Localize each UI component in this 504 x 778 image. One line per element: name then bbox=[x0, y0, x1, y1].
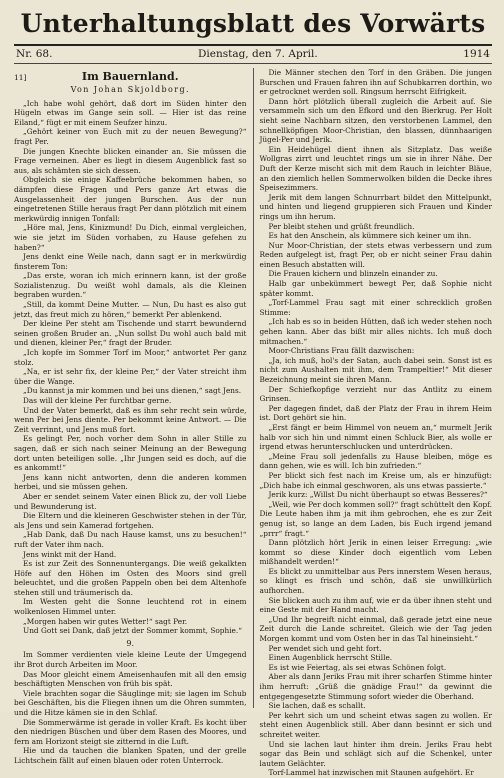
paragraph: Und Gott sei Dank, daß jetzt der Sommer kommt, Sophie.“ bbox=[23, 626, 242, 636]
paragraph: Dann plötzlich hört Jerik in einen leiser Erregung: „wie kommt so diese Kinder doch eigentlich vom Leben mißhandelt werden!“ bbox=[259, 538, 492, 567]
issue-date: Dienstag, den 7. April. bbox=[197, 48, 318, 60]
paragraph: Per wendet sich und geht fort. bbox=[268, 643, 382, 653]
paragraph: Per blickt sich fest nach im Kreise um, als er hinzufügt: „Dich habe ich einmal geschworen, als uns etwas passierte.“ bbox=[259, 470, 492, 490]
paragraph: Torf-Lammel hat inzwischen mit Staunen aufgehört. Er bbox=[268, 768, 474, 778]
paragraph: „Ich habe wohl gehört, daß dort im Süden hinter den Hügeln etwas im Gange sein soll. — Hier ist das reine Eiland,“ fügt er mit einem Seufzer hinzu. bbox=[14, 98, 247, 127]
paragraph: Nur Moor-Christian, der stets etwas verbessern und zum Reden aufgelegt ist, fragt Per, ob er nicht seiner Frau dahin einen Besuch abstatten will. bbox=[259, 240, 492, 269]
paragraph: „Ich hab es so in beiden Hütten, daß ich weder stehen noch gehen kann. Aber das bißt mir alles nichts. Ich muß doch mitmachen.“ bbox=[259, 317, 492, 346]
paragraph: Viele brachten sogar die Säuglinge mit; sie lagen im Schub bei Geschäften, bis die Fliegen ihnen um die Ohren summten, und die Hitze kämen sie in den Schlaf. bbox=[14, 688, 247, 717]
left-column bbox=[14, 68, 247, 765]
paragraph: Aber als dann Jeriks Frau mit ihrer scharfen Stimme hinter ihm herruft: „Grüß die gnädige Frau!“ da gewinnt die entgegengesetzte Stimmung sofort wieder die Oberhand. bbox=[259, 672, 492, 701]
paragraph: „Ja, ich muß, hol's der Satan, auch dabei sein. Sonst ist es nicht zum Aushalten mit ihm, dem Trampeltier!“ Mit dieser Bezeichnung meint sie ihren Mann. bbox=[259, 355, 492, 384]
paragraph: „Erst fängt er beim Himmel von neuem an,“ murmelt Jerik halb vor sich hin und nimmt einen Schluck Bier, als wolle er irgend etwas herunterschlucken und unterdrücken. bbox=[259, 422, 492, 452]
paragraph: Und der Vater bemerkt, daß es ihm sehr recht sein würde, wenn Per bei Jens diente. Per bekommt keine Antwort. — Die Zeit verrinnt, und Jens muß fort. bbox=[14, 405, 247, 434]
paragraph: Sie lachen, daß es schallt. bbox=[268, 701, 366, 711]
paragraph: Das will der kleine Per furchtbar gerne. bbox=[23, 396, 172, 405]
paragraph: Jerik mit dem langen Schnurrbart bildet den Mittelpunkt, und hinten und liegend gruppieren sich Frauen und Kinder rings um ihn herum. bbox=[259, 192, 492, 221]
paragraph: Der kleine Per steht am Tischende und starrt bewundernd seinen großen Bruder an. „Nun sollst Du wohl auch bald mit und dienen, kleiner Per,“ fragt der Bruder. bbox=[14, 319, 247, 348]
paragraph: Und sie lachen laut hinter ihm drein. Jeriks Frau hebt sogar das Bein und schlägt sich auf die Schenkel, unter lautem Gelächter. bbox=[259, 739, 492, 768]
paragraph: Dann hört plötzlich überall zugleich die Arbeit auf. Sie versammeln sich um den Efkord und den Bierkrug. Per Holt sieht seine Nachbarn sitzen, den verstorbenen Lammel, den schnellköpfigen Moor-Christian, den blassen, dünnhaarigen Jügel-Per und Jerik. bbox=[259, 96, 492, 145]
paragraph: Jerik kurz: „Willst Du nicht überhaupt so etwas Besseres?“ bbox=[268, 490, 488, 500]
paragraph: Hie und da tauchen die blanken Spaten, und der grelle Lichtschein fällt auf einen blauen oder roten Unterrock. bbox=[14, 746, 247, 765]
paragraph: Sie blicken auch zu ihm auf, wie er da über ihnen steht und eine Geste mit der Hand macht. bbox=[259, 595, 492, 615]
paragraph: Die Männer stechen den Torf in den Gräben. Die jungen Burschen und Frauen fahren ihn auf Schubkarren dorthin, wo er getrocknet werden soll. Ringsum herrscht Eifrigkeit. bbox=[259, 68, 492, 97]
paragraph: Der Schiefkopfige verzieht nur das Antlitz zu einem Grinsen. bbox=[259, 384, 492, 404]
right-column-body bbox=[259, 68, 492, 778]
paragraph: „Ich kopfe im Sommer Torf im Moor,“ antwortet Per ganz stolz. bbox=[14, 348, 247, 367]
paragraph: Obgleich sie einige Kaffeebrüche bekommen haben, so dämpfen diese Fragen und Pers ganze Art etwas die Ausgelassenheit der jungen Burschen. Aus der nun eingetretenen Stille heraus fragt Per dann plötzlich mit einem merkwürdig innigen Tonfall: bbox=[14, 175, 247, 223]
paragraph: „Gehört keiner von Euch mit zu der neuen Bewegung?“ fragt Per. bbox=[14, 127, 247, 146]
paragraph: „Das erste, woran ich mich erinnern kann, ist der große Sozialistenzug. Du weißt wohl damals, als die Kleinen begraben wurden.“ bbox=[14, 271, 247, 300]
paragraph: „Na, er ist sehr fix, der kleine Per,“ der Vater streicht ihm über die Wange. bbox=[14, 367, 247, 386]
paragraph: Per dagegen findet, daß der Platz der Frau in ihrem Heim ist. Dort gehört sie hin. bbox=[259, 403, 492, 423]
left-column-body bbox=[14, 99, 247, 766]
paragraph: Im Sommer verdienten viele kleine Leute der Umgegend ihr Brot durch Arbeiten im Moor. bbox=[14, 650, 247, 670]
paragraph: „Morgen haben wir gutes Wetter!“ sagt Per. bbox=[23, 616, 188, 626]
paragraph: Per bleibt stehen und grüßt freundlich. bbox=[268, 221, 415, 231]
story-heading bbox=[14, 70, 247, 84]
paragraph: Jens winkt mit der Hand. bbox=[23, 549, 117, 559]
text-columns bbox=[14, 68, 492, 778]
paragraph: Das Moor gleicht einem Ameisenhaufen mit all den emsig beschäftigten Menschen von früh bis spät. bbox=[14, 669, 247, 689]
paragraph: „Meine Frau soll jedenfalls zu Hause bleiben, möge es dann gehen, wie es will. Ich bin zufrieden.“ bbox=[259, 451, 492, 471]
dateline bbox=[14, 46, 492, 62]
section-number: 9. bbox=[126, 638, 135, 648]
paragraph: „Hab Dank, daß Du nach Hause kamst, uns zu besuchen!“ ruft der Vater ihm nach. bbox=[14, 530, 247, 549]
paragraph: Per kehrt sich um und scheint etwas sagen zu wollen. Er steht einen Augenblick still. Aber dann besinnt er sich und schreitet weiter. bbox=[259, 710, 492, 739]
paragraph: „Still, da kommt Deine Mutter. — Nun, Du hast es also gut jetzt, das freut mich zu hören,“ bemerkt Per ablenkend. bbox=[14, 300, 247, 319]
paragraph: Im Westen geht die Sonne leuchtend rot in einem wolkenlosen Himmel unter. bbox=[14, 597, 247, 617]
issue-number: Nr. 68. bbox=[16, 48, 53, 60]
paragraph: „Weil, wie Per doch kommen soll?“ fragt schüttelt den Kopf. Die Leute haben ihm ja mit ihm gebrochen, ehe es zur Zeit genug ist, so lange an dem Laden, bis Euch irgend jemand „prrr“ fragt.“ bbox=[259, 499, 492, 538]
paragraph: Jens denkt eine Weile nach, dann sagt er in merkwürdig finsterem Ton: bbox=[14, 252, 247, 271]
paragraph: Ein Heidehügel dient ihnen als Sitzplatz. Das weiße Wollgras zirrt und leuchtet rings um sie in ihrer Nähe. Der Duft der Kerze mischt sich mit dem Rauch in leichter Bläue, an den ziemlich hellen Sommerwolken bilden die Decke ihres Speisezimmers. bbox=[259, 144, 492, 193]
paragraph: Halb gar unbekümmert bewegt Per, daß Sophie nicht später kommt. bbox=[259, 279, 492, 298]
paragraph: „Torf-Lammel Frau sagt mit einer schrecklich großen Stimme: bbox=[259, 298, 492, 317]
right-column bbox=[259, 68, 492, 778]
masthead-title: Unterhaltungsblatt des Vorwärts bbox=[20, 9, 486, 38]
paragraph: Es ist zur Zeit des Sonnenuntergangs. Die weiß gekalkten Höfe auf den Höhen im Osten des Moors sind grell beleuchtet, und die großen Pappeln oben bei dem Altenhofe stehen still und träumerisch da. bbox=[14, 559, 247, 597]
paragraph: Die Frauen kichern und blinzeln einander zu. bbox=[268, 269, 438, 279]
paragraph: Einen Augenblick herrscht Stille. bbox=[268, 653, 393, 663]
column-divider bbox=[253, 68, 254, 708]
paragraph: Es gelingt Per, noch vorher dem Sohn in aller Stille zu sagen, daß er sich nach seiner Meinung an der Bewegung dort unten beteiligen solle. „Ihr Jungen seid es doch, auf die es ankommt!“ bbox=[14, 434, 247, 473]
paragraph: Die Eltern und die kleineren Geschwister stehen in der Tür, als Jens und sein Kamerad fortgehen. bbox=[14, 511, 247, 530]
paragraph: „Du kannst ja mir kommen und bei uns dienen,“ sagt Jens. bbox=[23, 386, 242, 396]
story-title: Im Bauernland. bbox=[81, 70, 179, 83]
paragraph: Moor-Christians Frau fällt dazwischen: bbox=[268, 346, 415, 356]
paragraph: „Höre mal, Jens, Kinizmund! Du Dich, einmal vergleichen, wie sie jetzt im Süden vorhaben, zu Hause gefehen zu haben?“ bbox=[14, 223, 247, 252]
paragraph: Es blickt zu unmittelbar aus Pers innerstem Wesen heraus, so klingt es frisch und schön, daß sie unwillkürlich aufhorchen. bbox=[259, 566, 492, 596]
paragraph: Jens kann nicht antworten, denn die anderen kommen herbei, und sie müssen gehen. bbox=[14, 472, 247, 492]
paragraph: Die jungen Knechte blicken einander an. Sie müssen die Frage verneinen. Aber es liegt in diesem Augenblick fast so aus, als schämten sie sich dessen. bbox=[14, 146, 247, 175]
paragraph: Es ist wie Feiertag, als sei etwas Schönen folgt. bbox=[268, 662, 447, 672]
installment-number: 11] bbox=[14, 73, 27, 82]
story-author: Von Johan Skjoldborg. bbox=[70, 85, 190, 94]
paragraph: Es hat den Anschein, als kümmere sich keiner um ihn. bbox=[268, 231, 472, 241]
issue-year: 1914 bbox=[463, 48, 490, 60]
dateline-rule bbox=[14, 63, 492, 64]
paragraph: Die Sommerwärme ist gerade in voller Kraft. Es kocht über den niedrigen Büschen und über dem Rasen des Moores, und fern am Horizont steigt sie zitternd in die Luft. bbox=[14, 717, 247, 746]
paragraph: „Und Ihr begreift nicht einmal, daß gerade jetzt eine neue Zeit durch die Lande schreitet. Gleich wie der Tag jeden Morgen kommt und vom Osten her in das Tal hineinsieht.“ bbox=[259, 614, 492, 644]
paragraph: Aber er sendet seinem Vater einen Blick zu, der voll Liebe und Bewunderung ist. bbox=[14, 491, 247, 511]
